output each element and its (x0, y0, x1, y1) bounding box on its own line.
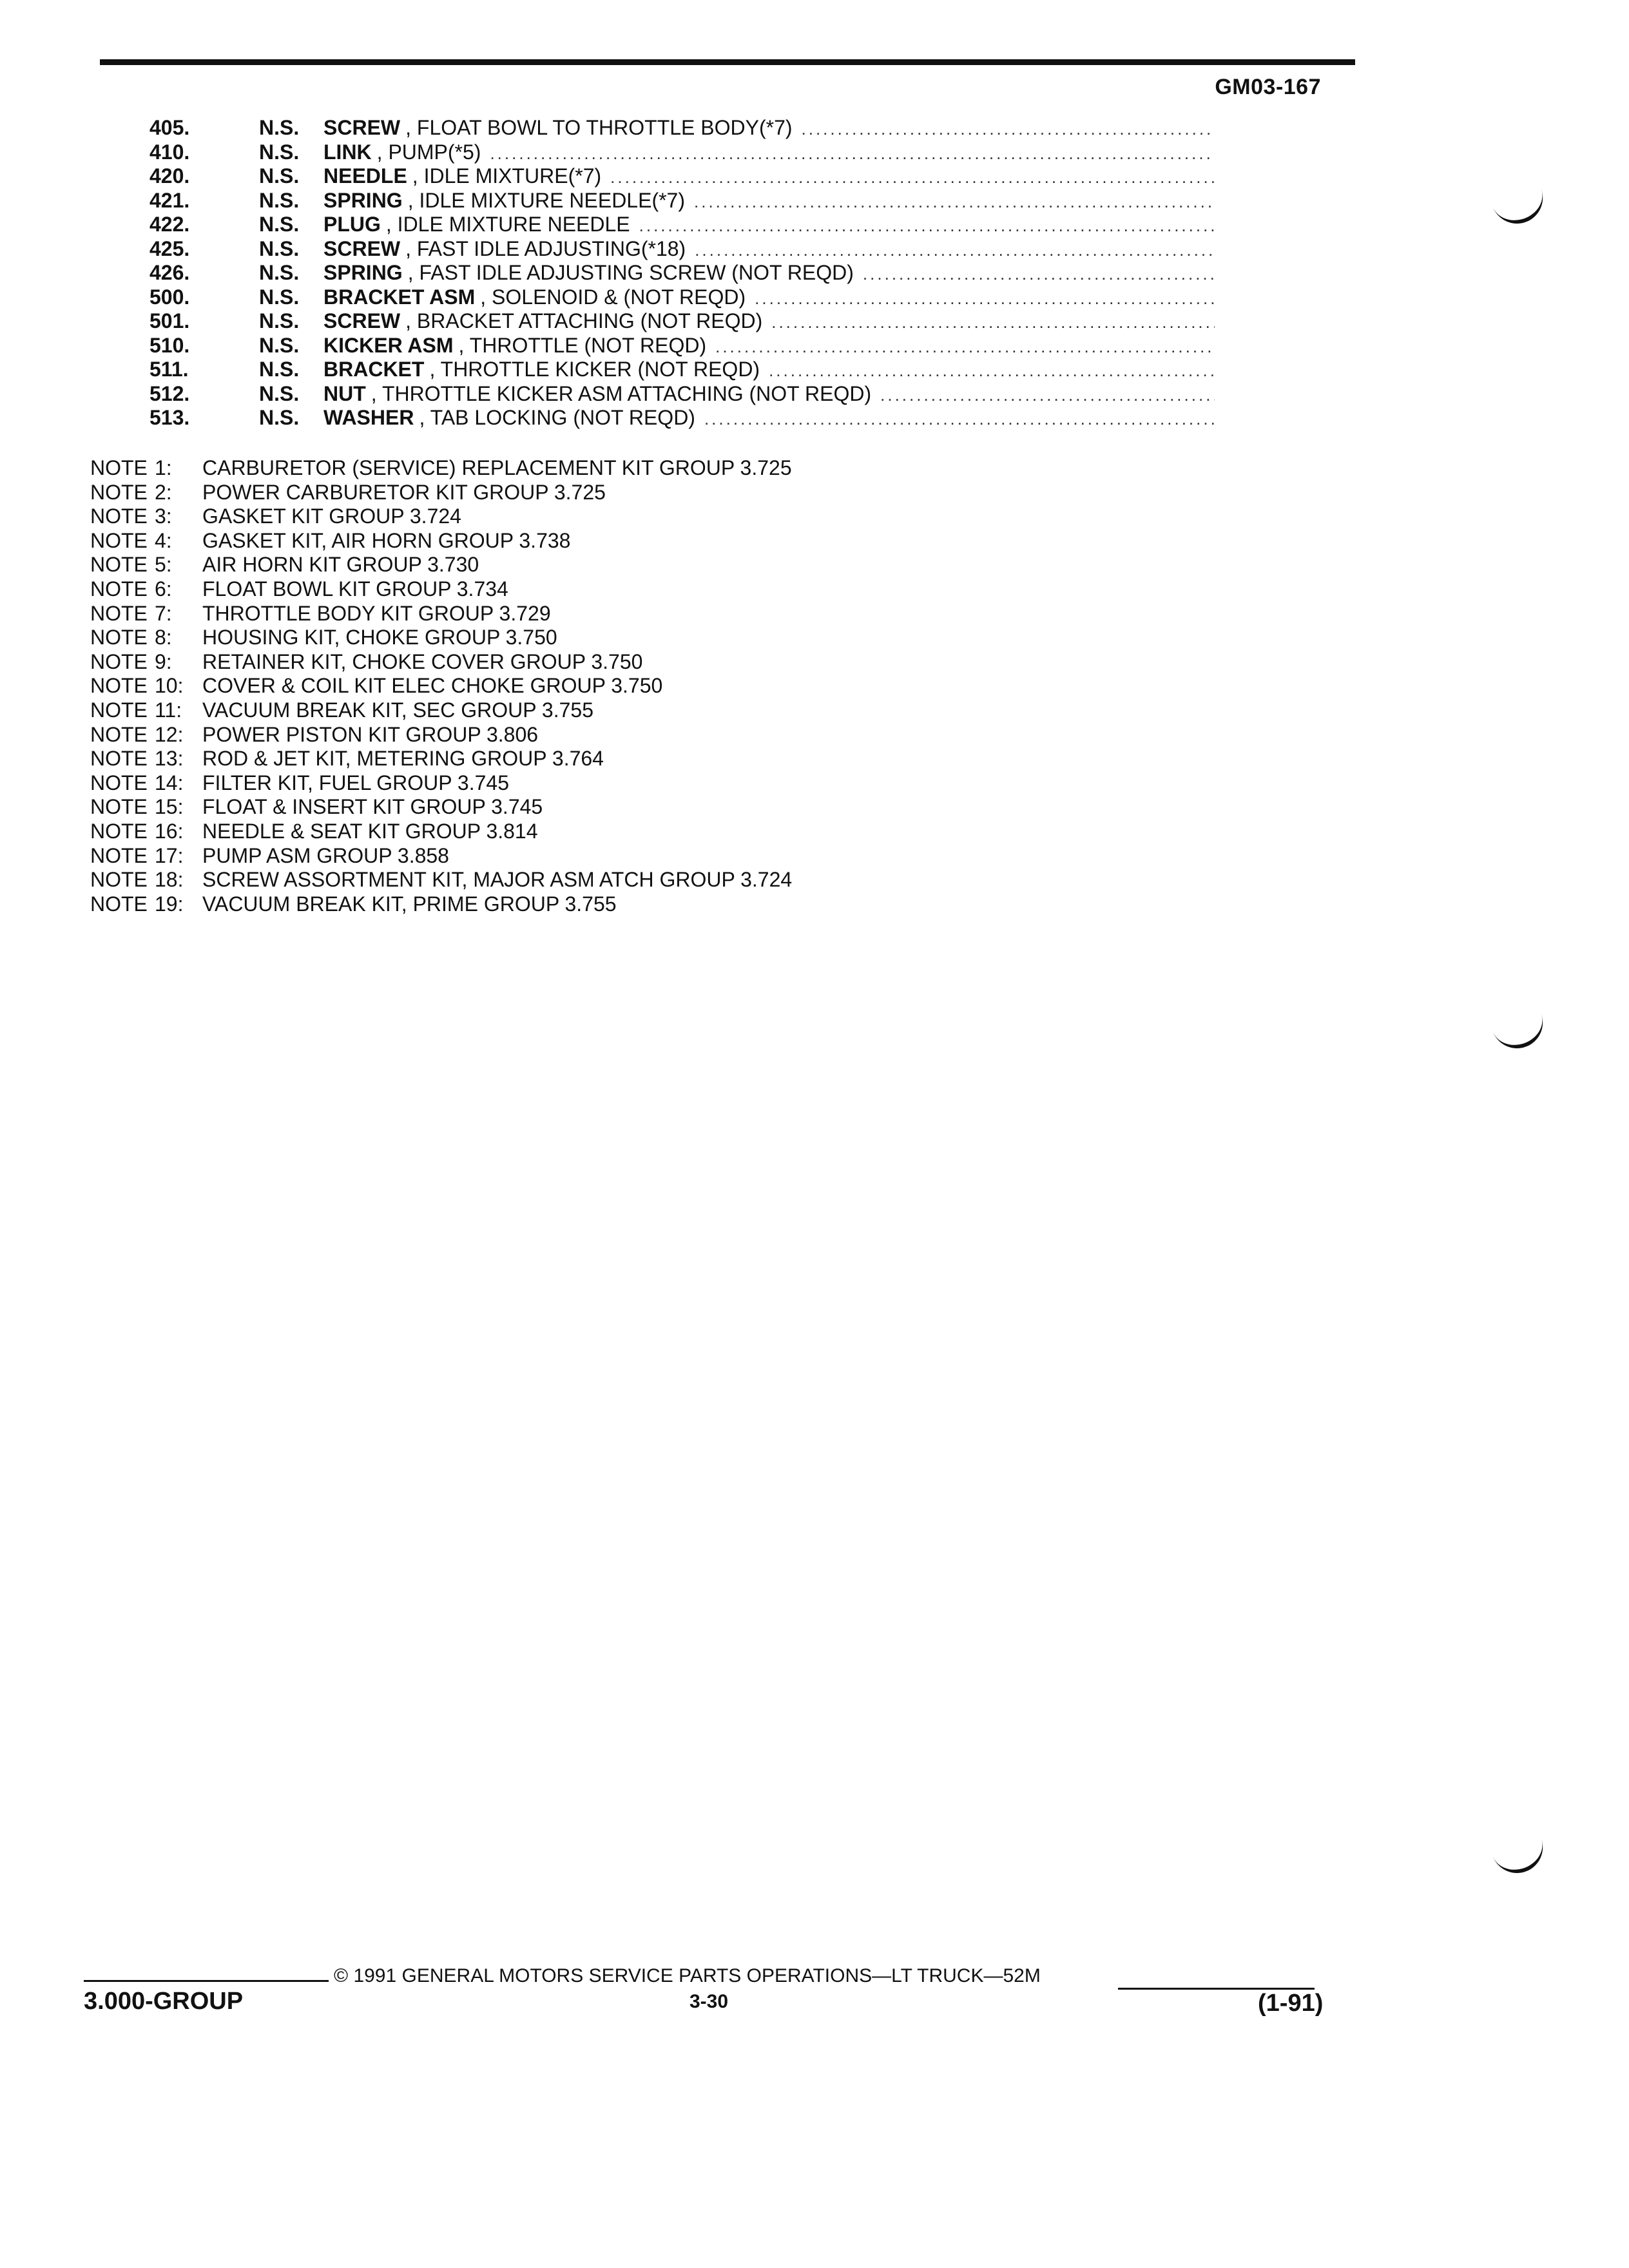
part-row (142, 237, 1215, 262)
part-row (142, 189, 1215, 213)
footer-page-number: 3-30 (689, 1991, 729, 2012)
part-ns-flag: N.S. (259, 358, 300, 381)
note-label: NOTE (90, 722, 148, 746)
binding-hole-mark (1492, 186, 1550, 231)
part-description: , BRACKET ATTACHING (NOT REQD) (405, 309, 763, 332)
note-row (90, 892, 992, 917)
part-description: , IDLE MIXTURE NEEDLE (385, 213, 630, 236)
part-row (142, 213, 1215, 237)
dot-leader (639, 214, 1215, 238)
part-row (142, 116, 1215, 140)
note-number: 15: (155, 795, 184, 819)
dot-leader (704, 407, 1215, 432)
note-row (90, 553, 992, 577)
dot-leader (863, 262, 1215, 287)
part-description: , SOLENOID & (NOT REQD) (480, 285, 746, 309)
part-number: 501. (149, 309, 190, 332)
note-label: NOTE (90, 577, 148, 601)
note-row (90, 771, 992, 796)
part-name: BRACKET ASM (323, 285, 476, 309)
part-description: , THROTTLE KICKER ASM ATTACHING (NOT REQD) (371, 381, 872, 405)
note-text: FLOAT & INSERT KIT GROUP 3.745 (202, 795, 543, 819)
note-row (90, 698, 992, 723)
dot-leader (769, 359, 1215, 383)
part-row (142, 309, 1215, 334)
note-number: 1: (155, 456, 172, 479)
document-code: GM03-167 (1215, 75, 1321, 99)
part-description: , PUMP(*5) (376, 140, 481, 164)
part-name: BRACKET (323, 358, 425, 381)
note-text: VACUUM BREAK KIT, SEC GROUP 3.755 (202, 698, 593, 722)
part-number: 410. (149, 140, 190, 164)
part-number: 510. (149, 333, 190, 357)
note-label: NOTE (90, 553, 148, 577)
note-label: NOTE (90, 601, 148, 625)
note-text: THROTTLE BODY KIT GROUP 3.729 (202, 601, 551, 625)
part-description: , FAST IDLE ADJUSTING(*18) (405, 236, 686, 260)
note-row (90, 481, 992, 505)
part-row (142, 164, 1215, 189)
note-text: POWER CARBURETOR KIT GROUP 3.725 (202, 480, 606, 504)
part-description: , IDLE MIXTURE(*7) (412, 164, 602, 187)
binding-hole-mark (1492, 1835, 1550, 1881)
note-number: 8: (155, 626, 172, 649)
part-number: 420. (149, 164, 190, 187)
parts-list (142, 116, 1215, 430)
part-number: 512. (149, 381, 190, 405)
note-number: 5: (155, 553, 172, 577)
note-text: HOUSING KIT, CHOKE GROUP 3.750 (202, 626, 557, 649)
part-number: 425. (149, 236, 190, 260)
note-number: 7: (155, 601, 172, 625)
part-ns-flag: N.S. (259, 381, 300, 405)
dot-leader (490, 142, 1215, 166)
note-row (90, 820, 992, 844)
note-number: 2: (155, 480, 172, 504)
part-name: NEEDLE (323, 164, 407, 187)
part-row (142, 261, 1215, 285)
note-text: FILTER KIT, FUEL GROUP 3.745 (202, 771, 509, 794)
note-label: NOTE (90, 771, 148, 794)
part-number: 422. (149, 213, 190, 236)
note-number: 10: (155, 674, 184, 698)
footer-revision-date: (1-91) (1258, 1990, 1324, 2017)
note-label: NOTE (90, 480, 148, 504)
part-number: 511. (149, 358, 189, 381)
note-number: 14: (155, 771, 184, 794)
part-number: 500. (149, 285, 190, 309)
dot-leader (610, 166, 1215, 190)
part-row (142, 406, 1215, 430)
top-rule (100, 59, 1355, 65)
note-label: NOTE (90, 674, 148, 698)
part-ns-flag: N.S. (259, 309, 300, 332)
note-label: NOTE (90, 747, 148, 771)
part-description: , THROTTLE (NOT REQD) (458, 333, 707, 357)
part-ns-flag: N.S. (259, 333, 300, 357)
binding-hole-mark (1492, 1010, 1550, 1056)
part-number: 426. (149, 261, 190, 284)
part-ns-flag: N.S. (259, 116, 300, 139)
note-row (90, 505, 992, 529)
note-label: NOTE (90, 892, 148, 916)
part-ns-flag: N.S. (259, 164, 300, 187)
note-row (90, 674, 992, 698)
note-label: NOTE (90, 868, 148, 892)
dot-leader (880, 383, 1215, 408)
note-text: FLOAT BOWL KIT GROUP 3.734 (202, 577, 508, 601)
part-number: 405. (149, 116, 190, 139)
note-text: AIR HORN KIT GROUP 3.730 (202, 553, 479, 577)
part-row (142, 334, 1215, 358)
note-row (90, 529, 992, 553)
part-ns-flag: N.S. (259, 140, 300, 164)
note-label: NOTE (90, 795, 148, 819)
note-text: POWER PISTON KIT GROUP 3.806 (202, 722, 539, 746)
part-ns-flag: N.S. (259, 236, 300, 260)
note-number: 4: (155, 528, 172, 552)
note-row (90, 650, 992, 675)
note-number: 3: (155, 505, 172, 528)
note-row (90, 456, 992, 481)
note-number: 17: (155, 843, 184, 867)
part-number: 421. (149, 188, 190, 212)
note-text: PUMP ASM GROUP 3.858 (202, 843, 449, 867)
note-label: NOTE (90, 626, 148, 649)
note-label: NOTE (90, 819, 148, 843)
part-name: SPRING (323, 188, 403, 212)
note-text: VACUUM BREAK KIT, PRIME GROUP 3.755 (202, 892, 617, 916)
notes-list (90, 456, 992, 916)
note-text: SCREW ASSORTMENT KIT, MAJOR ASM ATCH GROUP 3.724 (202, 868, 793, 892)
note-row (90, 626, 992, 650)
dot-leader (802, 117, 1215, 142)
dot-leader (755, 287, 1215, 311)
part-name: SCREW (323, 309, 401, 332)
note-label: NOTE (90, 649, 148, 673)
note-text: GASKET KIT, AIR HORN GROUP 3.738 (202, 528, 571, 552)
part-name: LINK (323, 140, 372, 164)
note-label: NOTE (90, 528, 148, 552)
part-name: SPRING (323, 261, 403, 284)
note-number: 18: (155, 868, 184, 892)
dot-leader (771, 311, 1215, 335)
note-row (90, 868, 992, 892)
part-description: , IDLE MIXTURE NEEDLE(*7) (407, 188, 685, 212)
note-row (90, 602, 992, 626)
part-row (142, 358, 1215, 382)
part-name: KICKER ASM (323, 333, 454, 357)
part-description: , THROTTLE KICKER (NOT REQD) (429, 358, 760, 381)
note-text: CARBURETOR (SERVICE) REPLACEMENT KIT GROUP 3.725 (202, 456, 792, 479)
part-row (142, 140, 1215, 165)
part-name: PLUG (323, 213, 381, 236)
note-row (90, 795, 992, 820)
note-row (90, 747, 992, 771)
note-text: NEEDLE & SEAT KIT GROUP 3.814 (202, 819, 538, 843)
part-ns-flag: N.S. (259, 261, 300, 284)
note-text: COVER & COIL KIT ELEC CHOKE GROUP 3.750 (202, 674, 663, 698)
part-ns-flag: N.S. (259, 213, 300, 236)
dot-leader (715, 335, 1215, 360)
part-row (142, 285, 1215, 310)
part-ns-flag: N.S. (259, 285, 300, 309)
part-name: SCREW (323, 116, 401, 139)
note-text: ROD & JET KIT, METERING GROUP 3.764 (202, 747, 604, 771)
part-description: , FAST IDLE ADJUSTING SCREW (NOT REQD) (407, 261, 854, 284)
note-label: NOTE (90, 456, 148, 479)
part-description: , TAB LOCKING (NOT REQD) (419, 406, 695, 429)
note-number: 11: (155, 698, 182, 722)
part-ns-flag: N.S. (259, 188, 300, 212)
part-name: SCREW (323, 236, 401, 260)
note-text: RETAINER KIT, CHOKE COVER GROUP 3.750 (202, 649, 643, 673)
note-number: 12: (155, 722, 184, 746)
part-number: 513. (149, 406, 190, 429)
note-number: 9: (155, 649, 172, 673)
footer-group-label: 3.000-GROUP (84, 1988, 244, 2015)
note-number: 13: (155, 747, 184, 771)
footer-rule-left (84, 1980, 329, 1982)
note-label: NOTE (90, 843, 148, 867)
dot-leader (695, 238, 1215, 263)
part-row (142, 382, 1215, 407)
note-number: 16: (155, 819, 184, 843)
note-row (90, 577, 992, 602)
dot-leader (694, 190, 1215, 215)
note-number: 6: (155, 577, 172, 601)
part-ns-flag: N.S. (259, 406, 300, 429)
part-name: WASHER (323, 406, 414, 429)
footer-copyright: © 1991 GENERAL MOTORS SERVICE PARTS OPERATIONS—LT TRUCK—52M (334, 1965, 1041, 1986)
part-description: , FLOAT BOWL TO THROTTLE BODY(*7) (405, 116, 793, 139)
part-name: NUT (323, 381, 366, 405)
note-number: 19: (155, 892, 184, 916)
note-label: NOTE (90, 505, 148, 528)
note-label: NOTE (90, 698, 148, 722)
note-row (90, 723, 992, 747)
note-text: GASKET KIT GROUP 3.724 (202, 505, 461, 528)
note-row (90, 844, 992, 869)
